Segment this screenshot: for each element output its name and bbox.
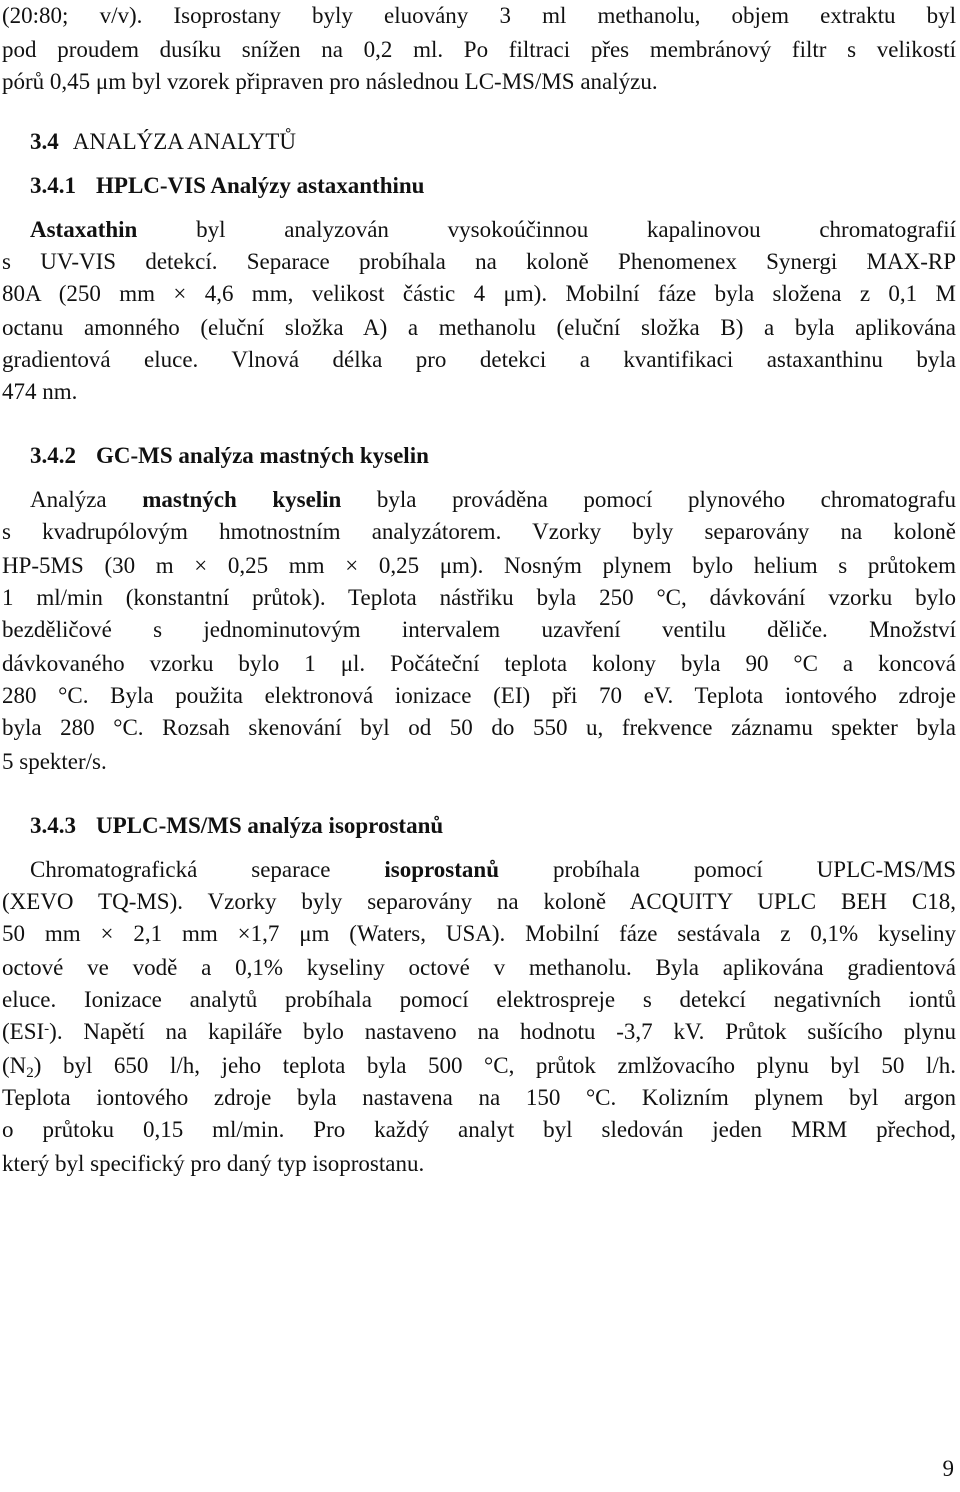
sub2-bold-phrase: mastných kyselin — [142, 487, 342, 512]
sub2-line-4: 1 ml/min (konstantní průtok). Teplota nástřiku byla 250 °C, dávkování vzorku bylo — [2, 585, 956, 610]
sub1-line-5: gradientová eluce. Vlnová délka pro detekci a kvantifikaci astaxanthinu byla — [2, 347, 956, 372]
subsection-heading-3 — [30, 810, 443, 842]
superscript-minus: - — [44, 1021, 50, 1037]
sub3-line-6: (ESI-). Napětí na kapiláře bylo nastaveno na hodnotu -3,7 kV. Průtok sušícího plynu — [2, 1019, 956, 1044]
sub3-line-3: 50 mm × 2,1 mm ×1,7 μm (Waters, USA). Mobilní fáze sestávala z 0,1% kyseliny — [2, 921, 956, 946]
sub2-line-3: HP-5MS (30 m × 0,25 mm × 0,25 μm). Nosným plynem bylo helium s průtokem — [2, 553, 956, 578]
sub2-line-1: Analýza mastných kyselin byla prováděna pomocí plynového chromatografu — [30, 487, 957, 512]
subscript-2: 2 — [26, 1065, 34, 1081]
page-number: 9 — [942, 1456, 954, 1481]
sub3-line-2: (XEVO TQ-MS). Vzorky byly separovány na koloně ACQUITY UPLC BEH C18, — [2, 889, 956, 914]
sub3-line-9: o průtoku 0,15 ml/min. Pro každý analyt byl sledován jeden MRM přechod, — [2, 1117, 956, 1142]
subsection-1-number: 3.4.1 — [30, 173, 76, 198]
section-heading — [30, 126, 296, 158]
sub3-bold-word: isoprostanů — [384, 857, 499, 882]
intro-line-3: pórů 0,45 μm byl vzorek připraven pro následnou LC-MS/MS analýzu. — [2, 69, 658, 94]
sub2-line-7: 280 °C. Byla použita elektronová ionizace (EI) při 70 eV. Teplota iontového zdroje — [2, 683, 956, 708]
intro-line-2: pod proudem dusíku snížen na 0,2 ml. Po filtraci přes membránový filtr s velikostí — [2, 37, 956, 62]
subsection-2-title: GC-MS analýza mastných kyselin — [96, 443, 429, 468]
sub3-line-1: Chromatografická separace isoprostanů probíhala pomocí UPLC-MS/MS — [30, 857, 957, 882]
sub1-bold-word: Astaxathin — [30, 217, 138, 242]
subsection-heading-2 — [30, 440, 429, 472]
intro-line-1: (20:80; v/v). Isoprostany byly eluovány 3 ml methanolu, objem extraktu byl — [2, 3, 956, 28]
section-title: ANALÝZA ANALYTŮ — [72, 129, 296, 154]
sub1-line-1: Astaxathin byl analyzován vysokoúčinnou kapalinovou chromatografií — [30, 217, 957, 242]
sub3-line-10: který byl specifický pro daný typ isoprostanu. — [2, 1151, 425, 1176]
sub2-line-6: dávkovaného vzorku bylo 1 μl. Počáteční teplota kolony byla 90 °C a koncová — [2, 651, 956, 676]
subsection-heading-1 — [30, 170, 424, 202]
sub3-line-8: Teplota iontového zdroje byla nastavena na 150 °C. Kolizním plynem byl argon — [2, 1085, 956, 1110]
section-number: 3.4 — [30, 129, 59, 154]
subsection-1-title: HPLC-VIS Analýzy astaxanthinu — [96, 173, 425, 198]
sub2-line-5: bezděličové s jednominutovým intervalem uzavření ventilu děliče. Množství — [2, 617, 956, 642]
sub3-line-5: eluce. Ionizace analytů probíhala pomocí elektrospreje s detekcí negativních iontů — [2, 987, 956, 1012]
subsection-3-title: UPLC-MS/MS analýza isoprostanů — [96, 813, 444, 838]
sub1-line-2: s UV-VIS detekcí. Separace probíhala na koloně Phenomenex Synergi MAX-RP — [2, 249, 956, 274]
sub1-line-4: octanu amonného (eluční složka A) a methanolu (eluční složka B) a byla aplikována — [2, 315, 956, 340]
sub2-line-8: byla 280 °C. Rozsah skenování byl od 50 do 550 u, frekvence záznamu spekter byla — [2, 715, 956, 740]
subsection-3-number: 3.4.3 — [30, 813, 76, 838]
sub3-line-7: $(N_2)$ byl 650 l/h, jeho teplota byla 500 °C, průtok zmlžovacího plynu byl 50 l/h. — [2, 1053, 956, 1081]
sub2-line-2: s kvadrupólovým hmotnostním analyzátorem. Vzorky byly separovány na koloně — [2, 519, 956, 544]
sub3-line-4: octové ve vodě a 0,1% kyseliny octové v methanolu. Byla aplikována gradientová — [2, 955, 956, 980]
sub1-line-6: 474 nm. — [2, 379, 78, 404]
subsection-2-number: 3.4.2 — [30, 443, 76, 468]
sub1-line-3: 80A (250 mm × 4,6 mm, velikost částic 4 μm). Mobilní fáze byla složena z 0,1 M — [2, 281, 956, 306]
sub2-line-9: 5 spekter/s. — [2, 749, 107, 774]
